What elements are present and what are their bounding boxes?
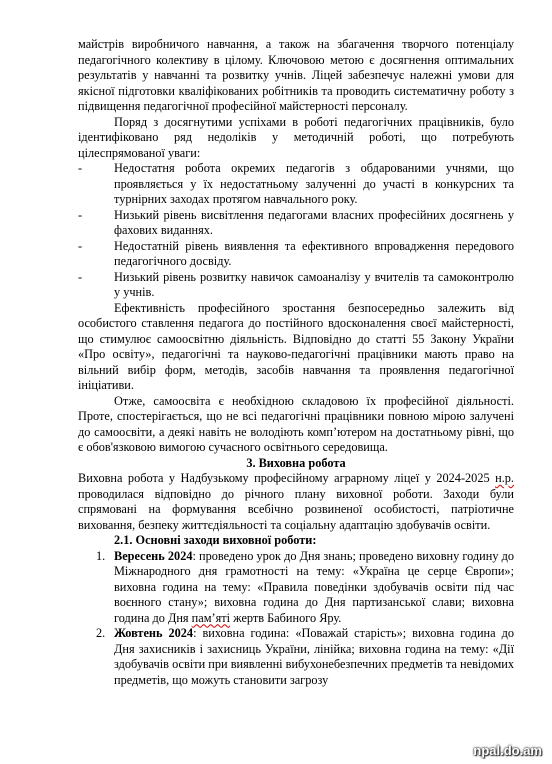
document-page bbox=[78, 37, 514, 688]
bullet-item bbox=[78, 208, 514, 239]
spellcheck-word: пам’яті bbox=[191, 610, 231, 625]
bullet-marker: - bbox=[78, 238, 83, 253]
bullet-item bbox=[78, 270, 514, 301]
list-item bbox=[78, 549, 514, 627]
bullet-text: Недостатня робота окремих педагогів з обдарованими учнями, що проявляється у їх недостатньому залученні до участі в конкурсних та турнірних заходах протягом навчального року. bbox=[114, 161, 514, 206]
bullet-item bbox=[78, 161, 514, 208]
bullet-marker: - bbox=[78, 269, 83, 284]
bullet-text: Низький рівень розвитку навичок самоаналізу у вчителів та самоконтролю у учнів. bbox=[114, 269, 514, 299]
section-heading: 3. Виховна робота bbox=[246, 455, 346, 470]
bullet-text: Недостатній рівень виявлення та ефективного впровадження передового педагогічного досвіду. bbox=[114, 238, 514, 268]
watermark: npal.do.am bbox=[473, 743, 542, 758]
list-month: Вересень 2024 bbox=[114, 548, 193, 563]
list-number: 2. bbox=[96, 626, 106, 640]
list-text bbox=[114, 549, 514, 627]
list-item bbox=[78, 626, 514, 688]
bullet-marker: - bbox=[78, 207, 83, 222]
list-text bbox=[114, 626, 514, 688]
bullet-marker: - bbox=[78, 161, 83, 175]
abbreviation-spellcheck: н.р. bbox=[495, 471, 514, 485]
list-month: Жовтень 2024 bbox=[114, 626, 194, 640]
events-list bbox=[78, 549, 514, 689]
edu-text-end: проводилася відповідно до річного плану виховної роботи. Заходи були спрямовані на формування всебічно розвиненої особистості, патріотичне виховання, безпеку життєдіяльності та соціальну адаптацію здобувачів освіти. bbox=[78, 486, 514, 532]
paragraph-educational-work bbox=[78, 471, 514, 533]
list-text-body: : виховна година: «Поважай старість»; виховна година до Дня захисників і захисниць України, лінійка; виховна година на тему: «Дії здобувачів освіти при виявленні вибухонебезпечних предметів та невідомих предметів, що можуть становити загрозу bbox=[114, 626, 514, 687]
paragraph-efficiency: Ефективність професійного зростання безпосередньо залежить від особистого ставлення педагога до постійного вдосконалення своєї майстерності, що стимулює самоосвітню діяльність. Відповідно до статті 55 Закону України «Про освіту», педагогічні та науково-педагогічні працівники мають право на вільний вибір форм, методів, засобів навчання та проявлення педагогічної ініціативи. bbox=[78, 300, 514, 392]
list-text-b: жертв Бабиного Яру. bbox=[230, 610, 342, 625]
bullet-item bbox=[78, 239, 514, 270]
subsection-heading: 2.1. Основні заходи виховної роботи: bbox=[114, 533, 317, 547]
list-text-a: : проведено урок до Дня знань; проведено виховну годину до Міжнародного дня грамотності на тему: «Україна це серце Європи»; виховна година на тему: «Правила поведінки здобувачів освіти під час воєнного стану»; виховна година до Дня партизанської слави; виховна година до Дня bbox=[114, 548, 514, 625]
bullet-text: Низький рівень висвітлення педагогами власних професійних досягнень у фахових виданнях. bbox=[114, 207, 514, 237]
paragraph-self-education: Отже, самоосвіта є необхідною складовою їх професійної діяльності. Проте, спостерігається, що не всі педагогічні працівники повною мірою залучені до самоосвіти, а деякі навіть не володіють комп’ютером на достатньому рівні, що є обов'язковою вимогою сучасного освітнього середовища. bbox=[78, 393, 514, 454]
edu-text-start: Виховна робота у Надбузькому професійному аграрному ліцеї у 2024-2025 bbox=[78, 471, 490, 485]
list-number: 1. bbox=[96, 548, 106, 563]
paragraph-intro: майстрів виробничого навчання, а також на збагачення творчого потенціалу педагогічного колективу в цілому. Ключовою метою є досягнення оптимальних результатів у навчанні та розвитку учнів. Ліцей забезпечує належні умови для якісної підготовки кваліфікованих робітників та проводить систематичну роботу з підвищення педагогічної професійної майстерності персоналу. bbox=[78, 37, 514, 113]
paragraph-shortcomings: Поряд з досягнутими успіхами в роботі педагогічних працівників, було ідентифіковано ряд недоліків у методичній роботі, що потребують цілеспрямованої уваги: bbox=[78, 114, 514, 160]
